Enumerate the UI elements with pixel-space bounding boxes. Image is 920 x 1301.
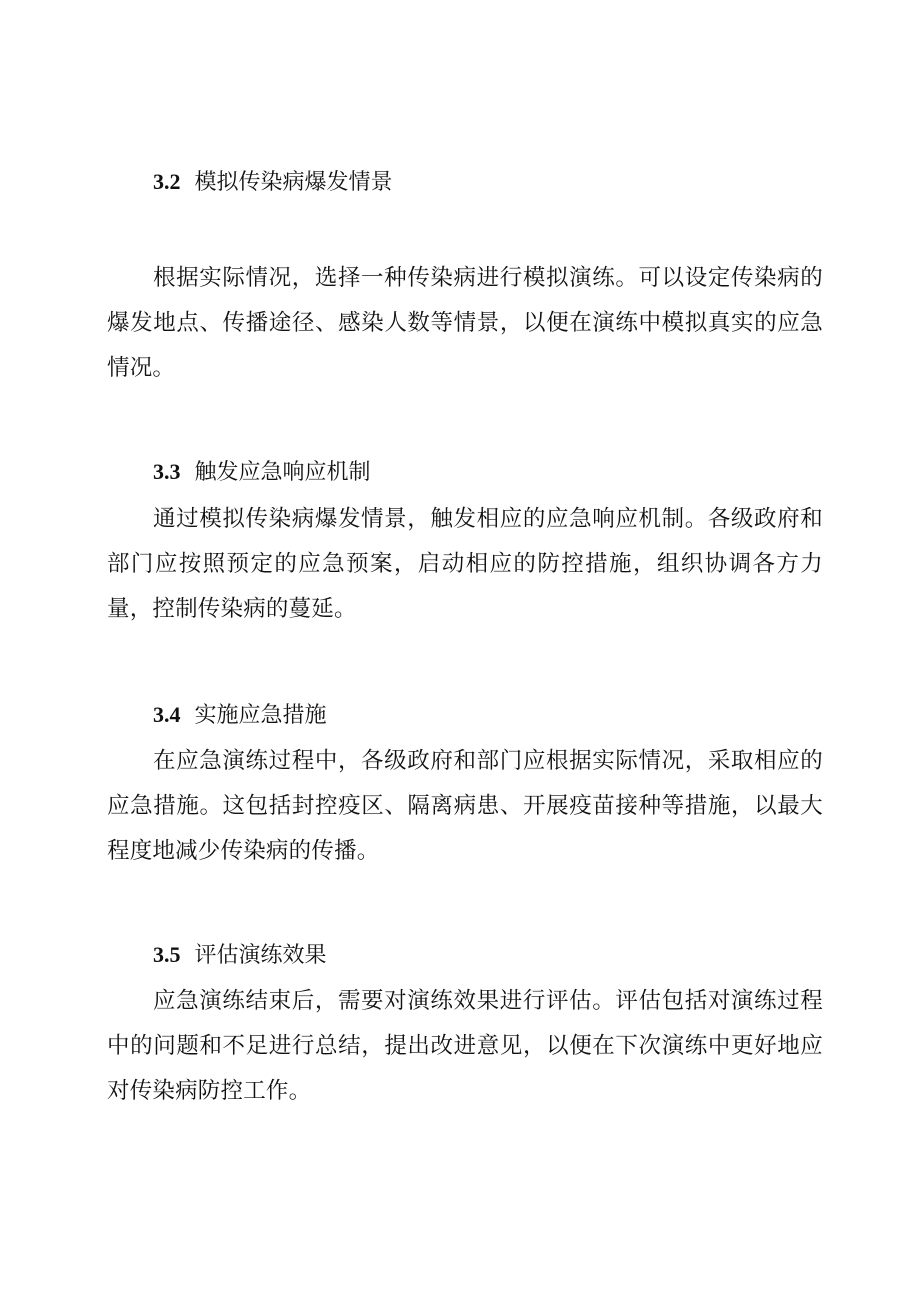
section-title: 触发应急响应机制 xyxy=(194,460,371,485)
section-heading-3-3 xyxy=(153,457,371,488)
section-title: 模拟传染病爆发情景 xyxy=(194,170,393,195)
section-heading-3-2 xyxy=(153,167,393,198)
section-heading-3-4 xyxy=(153,700,327,731)
section-body-3-3: 通过模拟传染病爆发情景，触发相应的应急响应机制。各级政府和部门应按照预定的应急预案，启动相应的防控措施，组织协调各方力量，控制传染病的蔓延。 xyxy=(107,506,823,622)
section-number: 3.5 xyxy=(153,942,181,967)
section-number: 3.3 xyxy=(153,459,181,484)
section-body-3-4: 在应急演练过程中，各级政府和部门应根据实际情况，采取相应的应急措施。这包括封控疫区、隔离病患、开展疫苗接种等措施，以最大程度地减少传染病的传播。 xyxy=(107,748,823,864)
section-body-3-5: 应急演练结束后，需要对演练效果进行评估。评估包括对演练过程中的问题和不足进行总结，提出改进意见，以便在下次演练中更好地应对传染病防控工作。 xyxy=(107,988,823,1104)
section-number: 3.2 xyxy=(153,169,181,194)
section-number: 3.4 xyxy=(153,702,181,727)
section-body-3-2: 根据实际情况，选择一种传染病进行模拟演练。可以设定传染病的爆发地点、传播途径、感染人数等情景，以便在演练中模拟真实的应急情况。 xyxy=(107,265,823,381)
section-title: 评估演练效果 xyxy=(194,943,327,968)
section-title: 实施应急措施 xyxy=(194,703,327,728)
section-heading-3-5 xyxy=(153,940,327,971)
